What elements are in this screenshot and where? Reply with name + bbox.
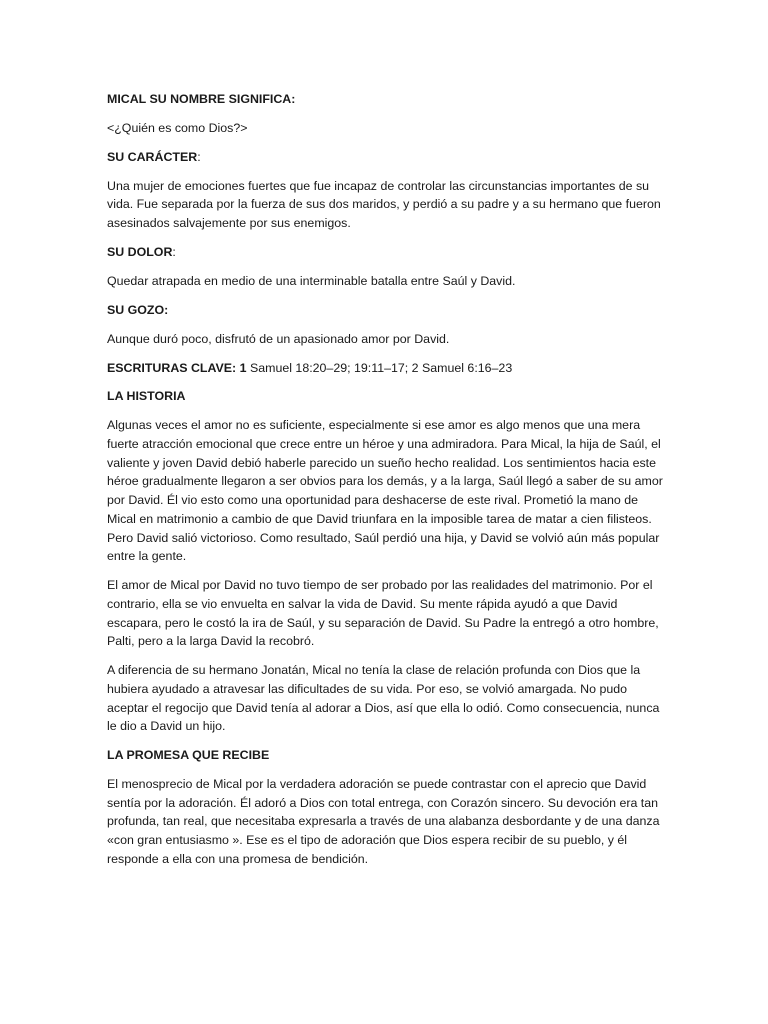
scriptures-line — [107, 359, 667, 378]
pain-text: Quedar atrapada en medio de una interminable batalla entre Saúl y David. — [107, 273, 516, 288]
pain-label: SU DOLOR — [107, 244, 173, 259]
character-text: Una mujer de emociones fuertes que fue incapaz de controlar las circunstancias importantes de su vida. Fue separada por la fuerza de sus dos maridos, y perdió a su padre y a su hermano que fueron asesinados salvajemente por sus enemigos. — [107, 178, 661, 231]
promise-text: El menosprecio de Mical por la verdadera adoración se puede contrastar con el aprecio que David sentía por la adoración. Él adoró a Dios con total entrega, con Corazón sincero. Su devoción era tan profunda, tan real, que necesitaba expresarla a través de una alabanza desbordante y de una danza «con gran entusiasmo ». Ese es el tipo de adoración que Dios espera recibir de su pueblo, y él responde a ella con una promesa de bendición. — [107, 777, 660, 866]
pain-heading — [107, 243, 667, 262]
scriptures-text: Samuel 18:20–29; 19:11–17; 2 Samuel 6:16–23 — [246, 360, 513, 375]
character-heading — [107, 148, 667, 167]
name-meaning-heading: MICAL SU NOMBRE SIGNIFICA: — [107, 92, 296, 106]
history-heading: LA HISTORIA — [107, 389, 186, 404]
promise-heading: LA PROMESA QUE RECIBE — [107, 748, 270, 763]
character-colon: : — [197, 149, 201, 164]
joy-text: Aunque duró poco, disfrutó de un apasionado amor por David. — [107, 331, 450, 346]
document-page — [107, 90, 667, 879]
scriptures-label: ESCRITURAS CLAVE: 1 — [107, 360, 247, 375]
history-paragraph: A diferencia de su hermano Jonatán, Mical no tenía la clase de relación profunda con Dios que la hubiera ayudado a atravesar las dificultades de su vida. Por eso, se volvió amargada. No pudo aceptar el regocijo que David tenía al adorar a Dios, así que ella lo odió. Como consecuencia, nunca le dio a David un hijo. — [107, 663, 660, 734]
history-paragraph: El amor de Mical por David no tuvo tiempo de ser probado por las realidades del matrimonio. Por el contrario, ella se vio envuelta en salvar la vida de David. Su mente rápida ayudó a que David escapara, pero le costó la ira de Saúl, y su separación de David. Su Padre la entregó a otro hombre, Palti, pero a la larga David la recobró. — [107, 578, 659, 649]
character-label: SU CARÁCTER — [107, 149, 198, 164]
history-paragraph: Algunas veces el amor no es suficiente, especialmente si ese amor es algo menos que una mera fuerte atracción emocional que crece entre un héroe y una admiradora. Para Mical, la hija de Saúl, el valiente y joven David debió haberle parecido un sueño hecho realidad. Los sentimientos hacia este héroe gradualmente llegaron a ser obvios para los demás, y a la larga, Saúl llegó a saber de su amor por David. Él vio esto como una oportunidad para deshacerse de este rival. Prometió la mano de Mical en matrimonio a cambio de que David triunfara en la imposible tarea de matar a cien filisteos. Pero David salió victorioso. Como resultado, Saúl perdió una hija, y David se volvió aún más popular entre la gente. — [107, 418, 663, 564]
name-meaning-text: <¿Quién es como Dios?> — [107, 120, 248, 135]
pain-colon: : — [172, 244, 176, 259]
joy-heading: SU GOZO: — [107, 302, 169, 317]
